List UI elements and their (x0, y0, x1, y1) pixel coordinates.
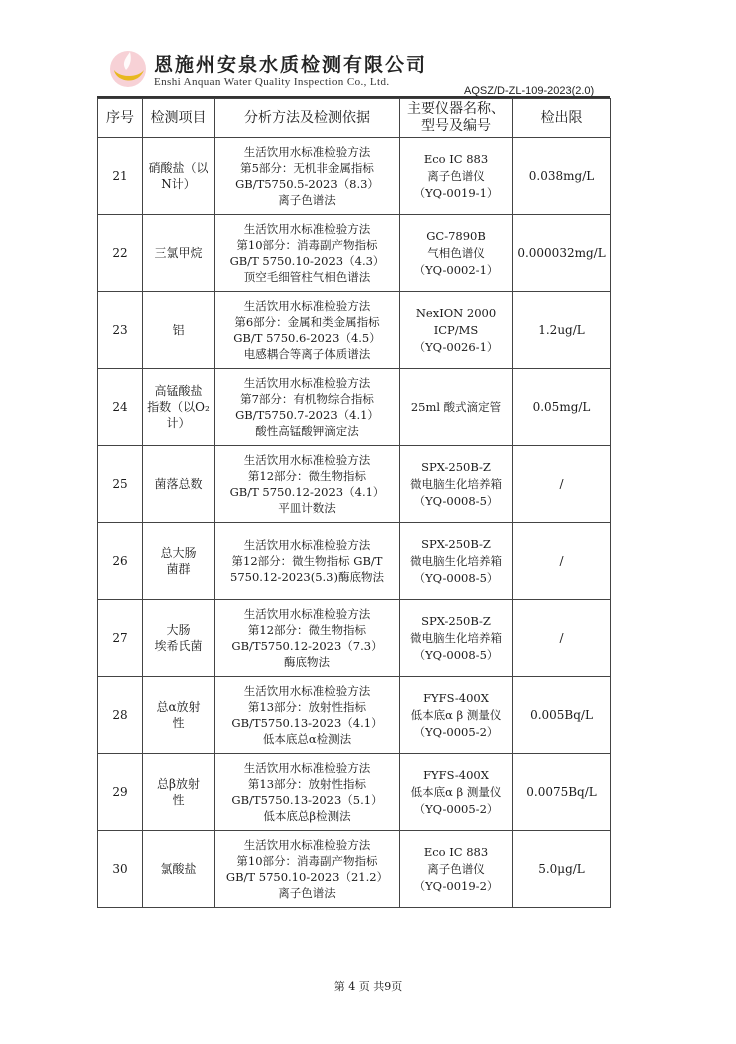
cell-seq: 22 (98, 215, 143, 292)
table-row (98, 369, 611, 446)
cell-instrument-line: FYFS-400X (423, 690, 489, 705)
cell-method-line: GB/T5750.12-2023（7.3） (231, 639, 383, 653)
cell-method-line: 电感耦合等离子体质谱法 (243, 347, 371, 361)
cell-method-line: 生活饮用水标准检验方法 (243, 761, 371, 775)
cell-method (215, 831, 400, 908)
cell-instrument-line: （YQ-0005-2） (413, 801, 499, 816)
cell-limit: 0.05mg/L (513, 369, 611, 446)
table-row (98, 600, 611, 677)
cell-limit: 0.000032mg/L (513, 215, 611, 292)
inspection-method-table (97, 98, 611, 908)
cell-instrument (400, 292, 513, 369)
cell-method-line: 生活饮用水标准检验方法 (243, 607, 371, 621)
cell-instrument-line: NexION 2000 (415, 305, 497, 320)
cell-method-line: 生活饮用水标准检验方法 (243, 145, 371, 159)
cell-method-line: 酸性高锰酸钾滴定法 (255, 424, 359, 438)
cell-instrument-line: ICP/MS (433, 322, 479, 337)
cell-instrument-line: GC-7890B (426, 228, 486, 243)
cell-method-line: 离子色谱法 (278, 886, 336, 900)
table-header-row (98, 99, 611, 138)
cell-item-line: 指数（以O₂ (147, 400, 210, 414)
cell-method-line: 生活饮用水标准检验方法 (243, 838, 371, 852)
table-row (98, 215, 611, 292)
table-row (98, 138, 611, 215)
cell-method-line: 生活饮用水标准检验方法 (243, 453, 371, 467)
cell-item (143, 831, 215, 908)
cell-instrument-line: 25ml 酸式滴定管 (410, 399, 502, 414)
cell-item-line: 性 (172, 793, 185, 807)
header-seq: 序号 (98, 99, 143, 138)
cell-instrument-line: （YQ-0019-2） (413, 878, 499, 893)
cell-instrument (400, 369, 513, 446)
table-row (98, 754, 611, 831)
table-row (98, 292, 611, 369)
cell-method (215, 600, 400, 677)
cell-method (215, 446, 400, 523)
header-instrument: 主要仪器名称、型号及编号 (400, 99, 513, 138)
cell-instrument (400, 754, 513, 831)
cell-method-line: GB/T 5750.10-2023（21.2） (225, 870, 389, 884)
cell-item-line: 总大肠 (160, 546, 197, 560)
cell-item (143, 600, 215, 677)
cell-instrument-line: FYFS-400X (423, 767, 489, 782)
cell-instrument (400, 523, 513, 600)
cell-item (143, 754, 215, 831)
cell-instrument-line: SPX-250B-Z (421, 613, 491, 628)
table-row (98, 446, 611, 523)
cell-method-line: GB/T 5750.12-2023（4.1） (229, 485, 385, 499)
cell-item (143, 677, 215, 754)
cell-seq: 25 (98, 446, 143, 523)
cell-item-line: 三氯甲烷 (154, 246, 203, 260)
cell-method-line: 生活饮用水标准检验方法 (243, 299, 371, 313)
cell-limit: 0.0075Bq/L (513, 754, 611, 831)
cell-method-line: GB/T5750.7-2023（4.1） (235, 408, 379, 422)
cell-method-line: 第5部分：无机非金属指标 (240, 161, 374, 175)
cell-seq: 30 (98, 831, 143, 908)
cell-method-line: 第13部分：放射性指标 (247, 700, 367, 714)
cell-method-line: 生活饮用水标准检验方法 (243, 538, 371, 552)
cell-instrument-line: Eco IC 883 (423, 151, 489, 166)
cell-instrument (400, 831, 513, 908)
cell-item-line: 菌群 (166, 562, 191, 576)
cell-seq: 21 (98, 138, 143, 215)
cell-method (215, 677, 400, 754)
cell-instrument-line: （YQ-0026-1） (413, 339, 499, 354)
cell-method-line: GB/T5750.13-2023（4.1） (231, 716, 383, 730)
cell-method-line: 低本底总α检测法 (262, 732, 352, 746)
cell-instrument-line: （YQ-0002-1） (413, 262, 499, 277)
cell-seq: 27 (98, 600, 143, 677)
company-name-en: Enshi Anquan Water Quality Inspection Co., Ltd. (154, 76, 390, 88)
cell-seq: 23 (98, 292, 143, 369)
cell-method (215, 754, 400, 831)
cell-method-line: GB/T5750.13-2023（5.1） (231, 793, 383, 807)
cell-limit: 0.005Bq/L (513, 677, 611, 754)
cell-method-line: 酶底物法 (284, 655, 330, 669)
cell-method (215, 292, 400, 369)
cell-instrument-line: Eco IC 883 (423, 844, 489, 859)
header-item: 检测项目 (143, 99, 215, 138)
company-name-cn: 恩施州安泉水质检测有限公司 (154, 54, 428, 76)
page-number: 第 4 页 共9页 (333, 980, 403, 993)
cell-limit: / (513, 446, 611, 523)
cell-item-line: 性 (172, 716, 185, 730)
cell-method-line: 顶空毛细管柱气相色谱法 (243, 270, 371, 284)
table-row (98, 677, 611, 754)
cell-item-line: 硝酸盐（以 (148, 161, 209, 175)
cell-instrument-line: （YQ-0019-1） (413, 185, 499, 200)
cell-limit: 0.038mg/L (513, 138, 611, 215)
cell-item (143, 523, 215, 600)
cell-method-line: 第10部分：消毒副产物指标 (236, 238, 378, 252)
cell-limit: 5.0μg/L (513, 831, 611, 908)
table-body (98, 138, 611, 908)
cell-item (143, 215, 215, 292)
cell-instrument-line: SPX-250B-Z (421, 536, 491, 551)
cell-method-line: 生活饮用水标准检验方法 (243, 222, 371, 236)
cell-instrument-line: 气相色谱仪 (427, 245, 485, 260)
cell-instrument-line: 离子色谱仪 (427, 168, 485, 183)
cell-item-line: 铝 (172, 323, 185, 337)
cell-method-line: GB/T 5750.6-2023（4.5） (233, 331, 381, 345)
cell-seq: 24 (98, 369, 143, 446)
cell-instrument (400, 215, 513, 292)
cell-item (143, 369, 215, 446)
table-row (98, 831, 611, 908)
cell-item-line: 总α放射 (156, 700, 201, 714)
cell-method (215, 369, 400, 446)
cell-method-line: 生活饮用水标准检验方法 (243, 684, 371, 698)
cell-instrument-line: 微电脑生化培养箱 (410, 630, 502, 645)
cell-instrument-line: SPX-250B-Z (421, 459, 491, 474)
header-limit: 检出限 (513, 99, 611, 138)
cell-method (215, 523, 400, 600)
cell-method-line: 低本底总β检测法 (263, 809, 351, 823)
cell-method-line: 第13部分：放射性指标 (247, 777, 367, 791)
cell-method-line: 生活饮用水标准检验方法 (243, 376, 371, 390)
cell-item-line: 埃希氏菌 (154, 639, 203, 653)
cell-item (143, 138, 215, 215)
cell-method-line: 第10部分：消毒副产物指标 (236, 854, 378, 868)
cell-seq: 28 (98, 677, 143, 754)
cell-limit: / (513, 523, 611, 600)
cell-method-line: 第12部分：微生物指标 (247, 469, 367, 483)
cell-method-line: 5750.12-2023(5.3)酶底物法 (230, 570, 384, 584)
cell-item-line: 总β放射 (157, 777, 200, 791)
cell-instrument-line: 离子色谱仪 (427, 861, 485, 876)
cell-item-line: 高锰酸盐 (154, 384, 203, 398)
cell-instrument (400, 138, 513, 215)
water-drop-logo-icon (108, 48, 148, 90)
cell-seq: 29 (98, 754, 143, 831)
cell-limit: 1.2ug/L (513, 292, 611, 369)
cell-limit: / (513, 600, 611, 677)
cell-item-line: 菌落总数 (154, 477, 203, 491)
cell-instrument (400, 600, 513, 677)
cell-item-line: 计） (166, 416, 191, 430)
cell-instrument-line: （YQ-0008-5） (413, 570, 499, 585)
header-method: 分析方法及检测依据 (215, 99, 400, 138)
cell-method-line: 第12部分：微生物指标 GB/T (231, 554, 383, 568)
cell-method-line: GB/T 5750.10-2023（4.3） (229, 254, 385, 268)
cell-instrument (400, 677, 513, 754)
cell-item (143, 446, 215, 523)
cell-instrument-line: 微电脑生化培养箱 (410, 553, 502, 568)
cell-item (143, 292, 215, 369)
cell-item-line: 氯酸盐 (160, 862, 197, 876)
cell-method-line: 第7部分：有机物综合指标 (240, 392, 374, 406)
cell-method-line: 第6部分：金属和类金属指标 (234, 315, 380, 329)
cell-item-line: N计） (161, 177, 196, 191)
cell-instrument (400, 446, 513, 523)
cell-item-line: 大肠 (166, 623, 191, 637)
cell-method-line: 平皿计数法 (278, 501, 336, 515)
cell-instrument-line: （YQ-0008-5） (413, 647, 499, 662)
cell-instrument-line: （YQ-0005-2） (413, 724, 499, 739)
cell-method-line: 离子色谱法 (278, 193, 336, 207)
cell-instrument-line: 低本底α β 测量仪 (410, 784, 502, 799)
cell-method (215, 138, 400, 215)
cell-method-line: GB/T5750.5-2023（8.3） (235, 177, 379, 191)
cell-method-line: 第12部分：微生物指标 (247, 623, 367, 637)
table-row (98, 523, 611, 600)
cell-instrument-line: （YQ-0008-5） (413, 493, 499, 508)
cell-seq: 26 (98, 523, 143, 600)
document-number: AQSZ/D-ZL-109-2023(2.0) (464, 85, 595, 97)
cell-instrument-line: 低本底α β 测量仪 (410, 707, 502, 722)
cell-method (215, 215, 400, 292)
cell-instrument-line: 微电脑生化培养箱 (410, 476, 502, 491)
